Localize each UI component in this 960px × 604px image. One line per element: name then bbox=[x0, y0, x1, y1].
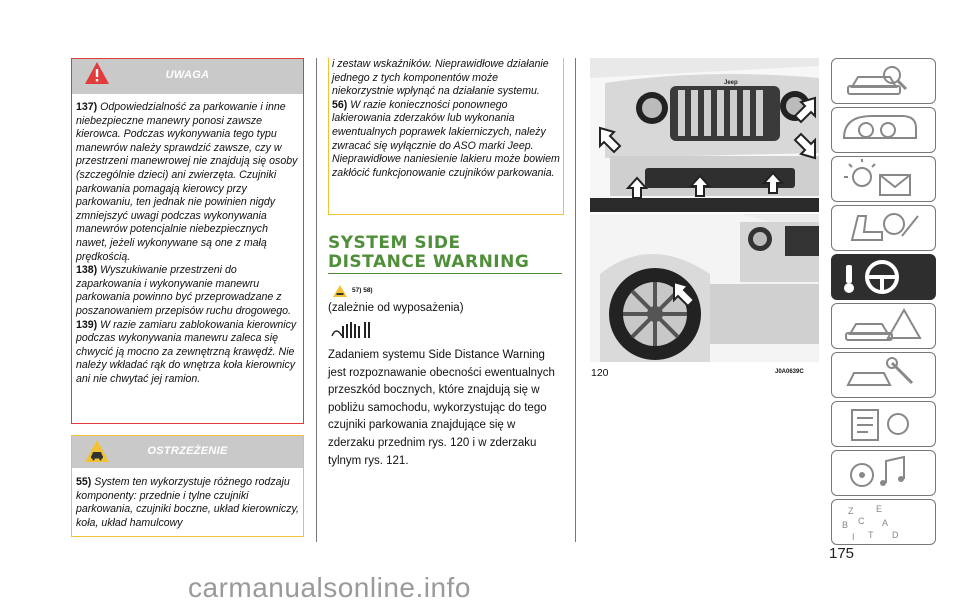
key-steering-wheel-icon bbox=[832, 255, 935, 299]
multimedia-tab[interactable] bbox=[831, 450, 936, 496]
section-rule bbox=[328, 273, 562, 274]
index-tab[interactable] bbox=[831, 499, 936, 545]
figure-number: 120 bbox=[591, 367, 609, 379]
warning-box bbox=[71, 58, 304, 424]
maintenance-tab[interactable] bbox=[831, 352, 936, 398]
index-letter: B bbox=[842, 520, 849, 530]
side-bumper-illustration bbox=[590, 214, 819, 362]
index-letter: E bbox=[876, 504, 883, 514]
caution-small-icon bbox=[332, 284, 348, 298]
page-number: 175 bbox=[829, 545, 855, 562]
technical-data-tab[interactable] bbox=[831, 401, 936, 447]
index-letter: C bbox=[858, 516, 865, 526]
figure-front-bumper-photo bbox=[590, 58, 819, 212]
index-letter: A bbox=[882, 518, 889, 528]
watermark: carmanualsonline.info bbox=[188, 572, 471, 603]
caution-continued-text: i zestaw wskaźników. Nieprawidłowe działanie jednego z tych komponentów może niekorzystnie wpłynąć na działanie systemu. 56) W razie konieczności ponownego lakierowania zderzaków lub wykonania ewentualnych poprawek lakierniczych, należy zwracać się wyłącznie do ASO marki Jeep. Nieprawidłowe naniesienie lakieru może bowiem zakłócić funkcjonowanie czujników parkowania. bbox=[332, 58, 560, 179]
index-letter: Z bbox=[848, 506, 854, 516]
caution-item: 56) W razie konieczności ponownego lakierowania zderzaków lub wykonania ewentualnych poprawek lakierniczych, należy zwracać się wyłącznie do ASO marki Jeep. Nieprawidłowe naniesienie lakieru może bowiem zakłócić funkcjonowanie czujników parkowania. bbox=[332, 98, 560, 179]
warning-item: 137) Odpowiedzialność za parkowanie i inne niebezpieczne manewry ponosi zawsze kierowca. Podczas wykonywania tego typu manewrów należy sprawdzić zawsze, czy w przestrzeni manewrowej nie znajdują się osoby (szczególnie dzieci) ani zwierzęta. Czujniki parkowania pomagają kierowcy przy parkowaniu, ten jednak nie powinien nigdy zmniejszyć uwagi podczas wykonywania manewrów potencjalnie niebezpiecznych nawet, jeżeli wykonywane są one z małą prędkością. bbox=[76, 101, 298, 263]
emergency-tab[interactable] bbox=[831, 303, 936, 349]
figure-side-wheel-photo bbox=[590, 214, 819, 362]
caution-box bbox=[71, 435, 304, 537]
warning-title: UWAGA bbox=[165, 69, 210, 81]
car-magnifier-icon bbox=[832, 59, 935, 103]
caution-item: 55) System ten wykorzystuje różnego rodzaju komponenty: przednie i tylne czujniki parkowania, czujniki boczne, układ kierowniczy, koła, układ hamulcowy bbox=[76, 476, 299, 529]
reference-numbers: 57) 58) bbox=[352, 287, 373, 294]
section-title: SYSTEM SIDE DISTANCE WARNING bbox=[328, 233, 530, 272]
starting-driving-tab[interactable] bbox=[831, 254, 936, 300]
caution-header bbox=[72, 436, 303, 468]
section-body: Zadaniem systemu Side Distance Warning jest rozpoznawanie obecności ewentualnych przeszkód bocznych, które znajdują się w pobliżu samochodu, wykorzystując do tego czujniki parkowania znajdujące się w zderzaku przednim rys. 120 i w zderzaku tylnym rys. 121. bbox=[328, 349, 555, 467]
warning-lights-tab[interactable] bbox=[831, 156, 936, 202]
caution-title: OSTRZEŻENIE bbox=[147, 445, 228, 457]
service-car-icon bbox=[832, 353, 935, 397]
warning-header bbox=[72, 59, 303, 94]
dashboard-tab[interactable] bbox=[831, 107, 936, 153]
vehicle-knowledge-tab[interactable] bbox=[831, 58, 936, 104]
multimedia-icon bbox=[832, 451, 935, 495]
index-letter: T bbox=[868, 530, 874, 540]
caution-text bbox=[76, 476, 300, 530]
index-letter: I bbox=[852, 532, 855, 542]
warning-text bbox=[76, 101, 298, 386]
optional-equipment-note: (zależnie od wyposażenia) bbox=[328, 302, 464, 314]
warning-light-icon bbox=[832, 157, 935, 201]
safety-tab[interactable] bbox=[831, 205, 936, 251]
column-divider bbox=[575, 58, 576, 542]
figure-code: J0A0639C bbox=[775, 369, 804, 375]
alphabet-index-icon bbox=[832, 500, 935, 544]
column-divider bbox=[316, 58, 317, 542]
caution-continued-box bbox=[328, 58, 564, 215]
front-bumper-illustration bbox=[590, 58, 819, 212]
dashboard-icon bbox=[832, 108, 935, 152]
index-letter: D bbox=[892, 530, 899, 540]
brand-badge: Jeep bbox=[724, 80, 738, 86]
warning-item: 138) Wyszukiwanie przestrzeni do zaparkowania i wykonywanie manewru parkowania powinno być przeprowadzane z poszanowaniem przepisów ruchu drogowego. bbox=[76, 264, 291, 317]
seat-airbag-icon bbox=[832, 206, 935, 250]
warning-item: 139) W razie zamiaru zablokowania kierownicy podczas wykonywania manewru zaleca się chwycić ją mocno za zewnętrzną krawędź. Nie należy wkładać rąk do wnętrza koła kierownicy ani nie chwytać jej ramion. bbox=[76, 318, 297, 385]
side-distance-warning-icon bbox=[330, 320, 372, 340]
emergency-car-icon bbox=[832, 304, 935, 348]
technical-data-icon bbox=[832, 402, 935, 446]
